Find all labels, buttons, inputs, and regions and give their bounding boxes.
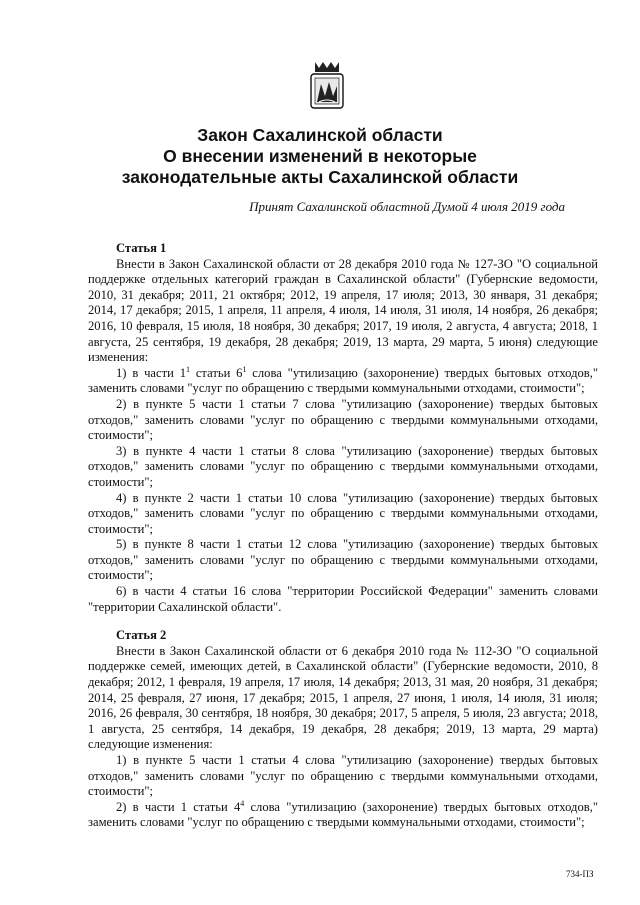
superscript: 4 xyxy=(240,798,245,808)
article-2-heading: Статья 2 xyxy=(116,628,167,643)
article-1-item-5: 5) в пункте 8 части 1 статьи 12 слова "утилизацию (захоронение) твердых бытовых отходов," заменить словами "услуг по обращению с твердыми коммунальными отходами, стоимости"; xyxy=(88,537,598,583)
article-2-item-1: 1) в пункте 5 части 1 статьи 4 слова "утилизацию (захоронение) твердых бытовых отходов," заменить словами "услуг по обращению с твердыми коммунальными отходами, стоимости"; xyxy=(88,753,598,799)
article-1-item-1-post: слова "утилизацию (захоронение) твердых бытовых отходов," заменить словами "услуг по обращению с твердыми коммунальными отходами, стоимости"; xyxy=(88,365,599,396)
superscript: 1 xyxy=(186,364,190,374)
article-2-item-2-post: слова "утилизацию (захоронение) твердых бытовых отходов," заменить словами "услуг по обращению с твердыми коммунальными отходами, стоимости"; xyxy=(88,799,598,830)
article-1-item-1 xyxy=(88,366,598,397)
article-1-item-2: 2) в пункте 5 части 1 статьи 7 слова "утилизацию (захоронение) твердых бытовых отходов," заменить словами "услуг по обращению с твердыми коммунальными отходами, стоимости"; xyxy=(88,396,598,443)
article-2-intro: Внести в Закон Сахалинской области от 6 декабря 2010 года № 112-ЗО "О социальной поддержке семей, имеющих детей, в Сахалинской области" (Губернские ведомости, 2010, 8 декабря; 2012, 1 февраля, 19 апреля, 17 июля, 14 декабря; 2013, 31 мая, 20 ноября, 31 декабря; 2014, 25 февраля, 27 июня, 17 декабря; 2015, 1 апреля, 27 июня, 1 июля, 14 июля, 31 июля; 2016, 26 февраля, 30 сентября, 18 ноября, 30 декабря; 2017, 5 апреля, 5 июля, 23 августа; 2018, 1 августа, 25 сентября, 14 декабря, 19 декабря, 28 декабря; 2019, 13 марта, 29 марта) следующие изменения: xyxy=(88,643,598,752)
document-body xyxy=(88,241,598,831)
article-1-item-4: 4) в пункте 2 части 1 статьи 10 слова "утилизацию (захоронение) твердых бытовых отходов," заменить словами "услуг по обращению с твердыми коммунальными отходами, стоимости"; xyxy=(88,490,598,536)
article-1-item-6: 6) в части 4 статьи 16 слова "территории Российской Федерации" заменить словами "территории Сахалинской области". xyxy=(88,584,598,614)
title-line-2: О внесении изменений в некоторые xyxy=(163,146,477,166)
document-code: 734-ПЗ xyxy=(566,869,594,879)
article-1-item-3: 3) в пункте 4 части 1 статьи 8 слова "утилизацию (захоронение) твердых бытовых отходов," заменить словами "услуг по обращению с твердыми коммунальными отходами, стоимости"; xyxy=(88,443,598,489)
law-title xyxy=(0,125,640,188)
coat-of-arms-icon xyxy=(309,60,345,110)
title-line-1: Закон Сахалинской области xyxy=(197,125,443,145)
article-1-heading: Статья 1 xyxy=(116,241,167,255)
article-1-intro: Внести в Закон Сахалинской области от 28 декабря 2010 года № 127-ЗО "О социальной поддержке отдельных категорий граждан в Сахалинской области" (Губернские ведомости, 2010, 31 декабря; 2011, 21 октября; 2012, 19 апреля, 17 июля; 2013, 30 января, 31 декабря; 2014, 17 декабря; 2015, 1 апреля, 11 апреля, 4 июля, 14 июля, 31 июля, 14 ноября, 26 декабря; 2016, 10 февраля, 15 июля, 18 ноября, 30 декабря; 2017, 19 июля, 2 августа, 4 августа; 2018, 1 августа, 25 сентября, 19 декабря, 28 декабря; 2019, 13 марта, 29 марта, 5 июня) следующие изменения: xyxy=(88,256,598,365)
article-1-item-1-mid: статьи 6 xyxy=(190,365,243,380)
superscript: 1 xyxy=(242,364,247,374)
title-line-3: законодательные акты Сахалинской области xyxy=(121,167,519,187)
article-2-item-2 xyxy=(88,800,598,831)
article-2-item-2-pre: 2) в части 1 статьи 4 xyxy=(116,799,241,814)
adoption-note: Принят Сахалинской областной Думой 4 июля 2019 года xyxy=(249,199,565,214)
article-1-item-1-pre: 1) в части 1 xyxy=(116,365,186,380)
